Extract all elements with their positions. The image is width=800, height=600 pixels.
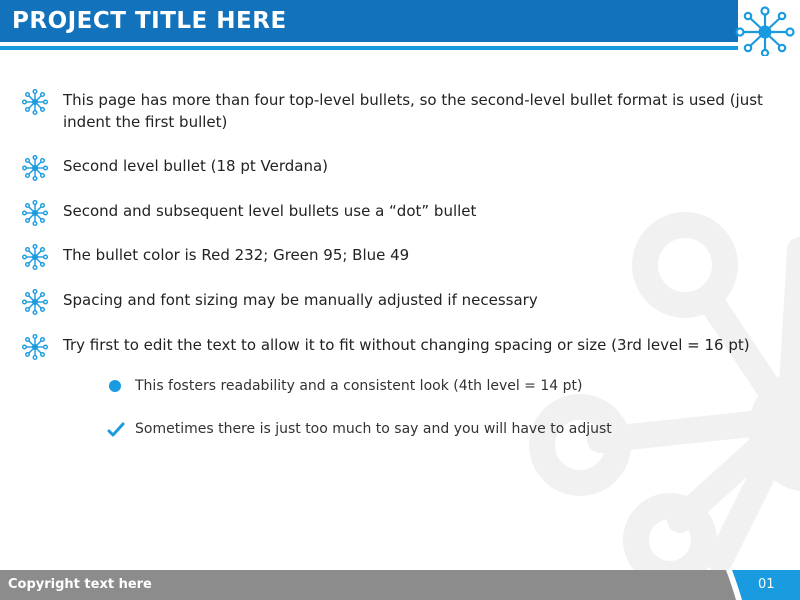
bullet-text: Second level bullet (18 pt Verdana)	[63, 157, 329, 175]
snowflake-bullet-icon	[22, 289, 48, 315]
snowflake-bullet-icon	[22, 89, 48, 115]
dot-bullet-icon	[107, 377, 125, 395]
snowflake-bullet-icon	[22, 244, 48, 270]
sub-bullet-text: Sometimes there is just too much to say and you will have to adjust	[135, 421, 612, 437]
slide-footer	[0, 570, 800, 600]
sub-bullet-text: This fosters readability and a consistent look (4th level = 14 pt)	[135, 378, 583, 394]
snowflake-bullet-icon	[22, 155, 48, 181]
snowflake-bullet-icon	[22, 200, 48, 226]
bullet-text: This page has more than four top-level bullets, so the second-level bullet format is used (just indent the first bullet)	[63, 91, 763, 131]
bullet-text: Spacing and font sizing may be manually adjusted if necessary	[63, 291, 538, 309]
slide-title: PROJECT TITLE HERE	[12, 8, 287, 34]
checkmark-icon	[107, 421, 125, 439]
bullet-text: Second and subsequent level bullets use a “dot” bullet	[63, 202, 477, 220]
copyright-text: Copyright text here	[8, 577, 152, 592]
bullet-text: The bullet color is Red 232; Green 95; Blue 49	[63, 246, 410, 264]
snowflake-bullet-icon	[22, 334, 48, 360]
bullet-text: Try first to edit the text to allow it to fit without changing spacing or size (3rd level = 16 pt)	[63, 336, 750, 354]
page-number: 01	[758, 577, 775, 592]
